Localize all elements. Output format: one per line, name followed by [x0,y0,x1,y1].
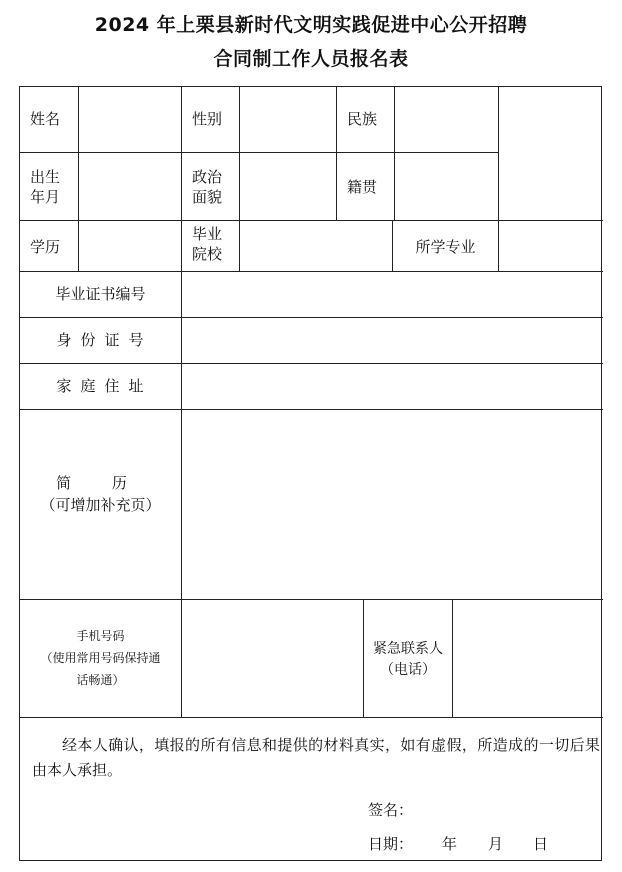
native-place-field[interactable] [395,153,498,220]
date-day-label: 日 [533,835,549,853]
major-field[interactable] [499,221,603,271]
resume-field[interactable] [182,410,603,599]
address-field[interactable] [182,364,603,409]
phone-label-line1: 手机号码 [76,629,125,643]
phone-label-line2: （使用常用号码保持通 [40,651,161,665]
signature-label: 签名： [368,801,414,819]
school-label-line1: 毕业 [192,225,223,243]
gender-field[interactable] [240,87,336,152]
emergency-contact-label-line1: 紧急联系人 [373,641,443,657]
col-divider [336,87,337,220]
birth-label-line1: 出生 [30,168,61,186]
diploma-number-label: 毕业证书编号 [55,285,146,303]
form-title-line2: 合同制工作人员报名表 [213,48,409,70]
diploma-number-field[interactable] [182,272,603,317]
declaration-text: 经本人确认，填报的所有信息和提供的材料真实，如有虚假，所造成的一切后果由本人承担。 [32,736,600,779]
ethnicity-field[interactable] [395,87,498,152]
date-month-label: 月 [488,835,504,853]
education-field[interactable] [79,221,181,271]
education-label: 学历 [30,238,61,256]
id-number-field[interactable] [182,318,603,363]
id-number-label: 身份证号 [56,331,153,349]
registration-form-table [19,86,602,861]
political-label-line1: 政治 [192,168,223,186]
emergency-contact-label-line2: （电话） [380,662,436,678]
gender-label: 性别 [192,110,223,128]
name-label: 姓名 [30,110,61,128]
resume-label: 简 历 [56,474,145,492]
signature-field[interactable] [415,795,595,821]
row-divider [20,717,603,718]
form-title-line1: 2024 年上栗县新时代文明实践促进中心公开招聘 [94,14,528,36]
emergency-contact-field[interactable] [453,600,603,717]
date-label: 日期： [368,835,414,853]
school-label-line2: 院校 [192,245,223,263]
major-label: 所学专业 [415,238,476,256]
birth-label-line2: 年月 [30,188,61,206]
name-field[interactable] [79,87,181,152]
school-field[interactable] [240,221,392,271]
date-year-label: 年 [442,835,458,853]
phone-field[interactable] [182,600,363,717]
phone-label-line3: 话畅通） [76,673,125,687]
address-label: 家庭住址 [56,377,153,395]
political-status-field[interactable] [240,153,336,220]
ethnicity-label: 民族 [347,110,378,128]
native-place-label: 籍贯 [347,178,378,196]
birth-date-field[interactable] [79,153,181,220]
political-label-line2: 面貌 [192,188,223,206]
resume-note: （可增加补充页） [40,496,161,514]
